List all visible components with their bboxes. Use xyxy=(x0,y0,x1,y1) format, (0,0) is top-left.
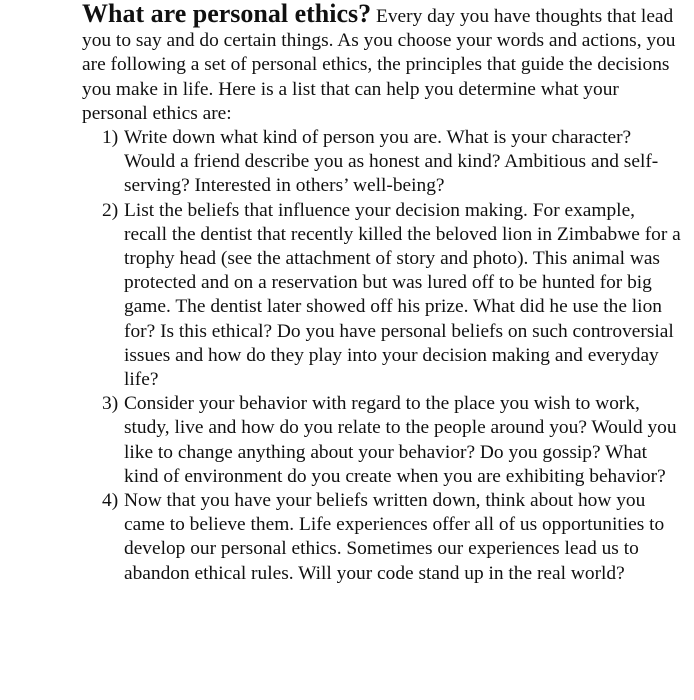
list-item-text: Write down what kind of person you are. What is your character? Would a friend describe you as honest and kind? Ambitious and self-serving? Interested in others’ well-being? xyxy=(124,127,659,197)
list-item-text: Consider your behavior with regard to the place you wish to work, study, live and how do you relate to the people around you? Would you like to change anything about your behavior? Do you gossip? What kind of environment do you create when you are exhibiting behavior? xyxy=(124,393,677,487)
list-item xyxy=(82,199,682,393)
intro-paragraph xyxy=(82,2,682,126)
intro-text: Every day you have thoughts that lead you to say and do certain things. As you choose your words and actions, you are following a set of personal ethics, the principles that guide the decisions you make in life. Here is a list that can help you determine what your personal ethics are: xyxy=(82,6,676,124)
list-item-text: List the beliefs that influence your decision making. For example, recall the dentist that recently killed the beloved lion in Zimbabwe for a trophy head (see the attachment of story and photo). This animal was protected and on a reservation but was lured off to be hunted for big game. The dentist later showed off his prize. What did he use the lion for? Is this ethical? Do you have personal beliefs on such controversial issues and how do they play into your decision making and everyday life? xyxy=(124,199,681,391)
ethics-list xyxy=(82,126,682,586)
list-item-number: 2) xyxy=(102,199,119,221)
list-item-number: 3) xyxy=(102,393,119,415)
list-item-text: Now that you have your beliefs written down, think about how you came to believe them. Life experiences offer all of us opportunities to develop our personal ethics. Sometimes our experiences lead us to abandon ethical rules. Will your code stand up in the real world? xyxy=(124,490,665,584)
section-heading: What are personal ethics? xyxy=(82,0,372,28)
list-item-number: 4) xyxy=(102,490,119,512)
list-item-number: 1) xyxy=(102,127,119,149)
list-item xyxy=(82,392,682,489)
list-item xyxy=(82,126,682,199)
document-body xyxy=(82,2,682,586)
list-item xyxy=(82,489,682,586)
